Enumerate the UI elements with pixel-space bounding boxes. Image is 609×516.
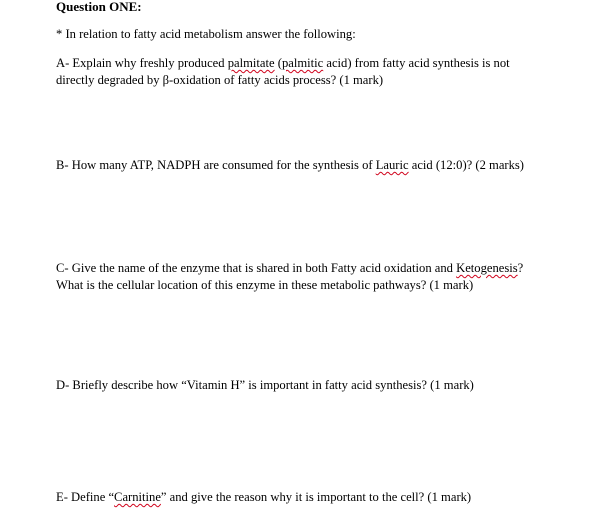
misspelled-word: Ketogenesis — [456, 261, 518, 275]
question-heading: Question ONE: — [56, 0, 142, 14]
question-e-line-1 — [56, 489, 471, 506]
question-c-line-2: What is the cellular location of this enzyme in these metabolic pathways? (1 mark) — [56, 278, 474, 292]
misspelled-word: palmitate — [227, 56, 275, 70]
intro-text: * In relation to fatty acid metabolism answer the following: — [56, 27, 356, 41]
question-c-text: C- Give the name of the enzyme that is shared in both Fatty acid oxidation and — [56, 261, 457, 275]
question-b-text: B- How many ATP, NADPH are consumed for the synthesis of — [56, 158, 376, 172]
misspelled-word: Lauric — [375, 158, 409, 172]
question-d-line-1: D- Briefly describe how “Vitamin H” is important in fatty acid synthesis? (1 mark) — [56, 378, 474, 392]
question-b-text: acid (12:0)? (2 marks) — [408, 158, 524, 172]
question-a-line-1 — [56, 55, 510, 72]
misspelled-word: Carnitine — [114, 490, 161, 504]
question-b-line-1 — [56, 157, 524, 174]
question-a-text: A- Explain why freshly produced — [56, 56, 228, 70]
question-c-line-1 — [56, 260, 523, 277]
question-a-text: acid) from fatty acid synthesis is not — [323, 56, 510, 70]
question-e-text: E- Define “ — [56, 490, 115, 504]
question-c-text: ? — [517, 261, 524, 275]
question-a-text: ( — [274, 56, 282, 70]
question-a-line-2: directly degraded by β-oxidation of fatty acids process? (1 mark) — [56, 73, 384, 87]
misspelled-word: palmitic — [281, 56, 324, 70]
question-e-text: ” and give the reason why it is important to the cell? (1 mark) — [160, 490, 472, 504]
